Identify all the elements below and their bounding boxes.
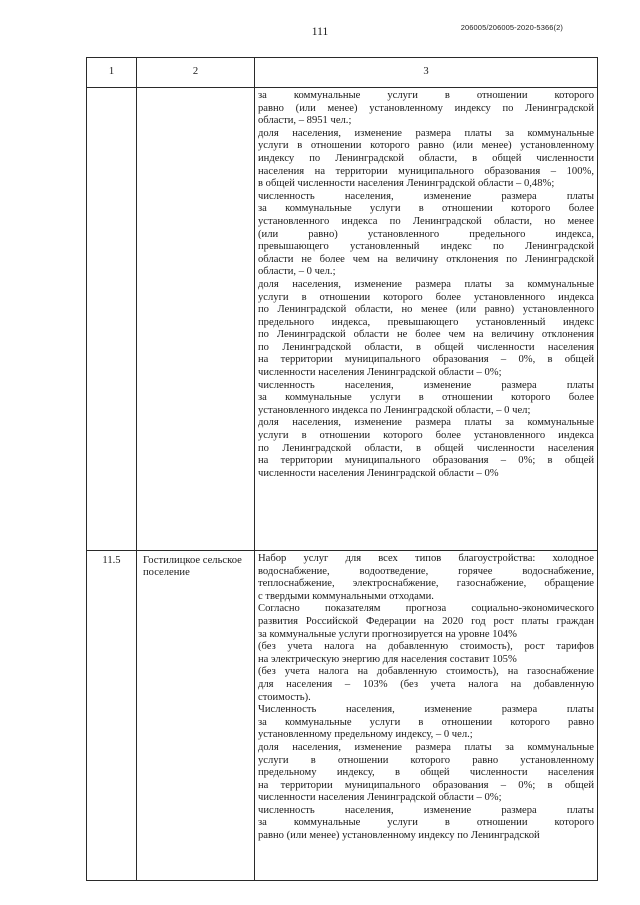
text-line: услуги в отношении которого более установленного индекса	[258, 291, 594, 303]
text-line: за коммунальные услуги в отношении которого более	[258, 392, 594, 404]
text-line: численности населения Ленинградской области – 0%;	[258, 367, 502, 379]
table-row	[87, 88, 598, 551]
text-line: услуги в отношении которого равно (или менее) установленному	[258, 140, 594, 152]
text-line: установленного индекса по Ленинградской области, – 0 чел;	[258, 404, 531, 416]
text-line: предельному индексу, в общей численности населения	[258, 767, 594, 779]
data-table	[86, 57, 598, 881]
text-line: равно (или менее) установленному индексу по Ленинградской	[258, 102, 594, 114]
text-line: (или равно) установленного предельного индекса,	[258, 228, 594, 240]
text-line: (без учета налога на добавленную стоимость), на газоснабжение	[258, 666, 594, 678]
text-line: услуги в отношении которого равно установленному	[258, 754, 594, 766]
column-header-1: 1	[87, 58, 137, 88]
text-line: области, – 0 чел.;	[258, 266, 336, 278]
table-row	[87, 551, 598, 881]
text-line: установленному предельному индексу, – 0 чел.;	[258, 729, 473, 741]
text-line: за коммунальные услуги в отношении которого равно	[258, 716, 594, 728]
text-line: установленного индекса по Ленинградской области, но менее	[258, 215, 594, 227]
text-line: Численность населения, изменение размера платы	[258, 704, 594, 716]
text-line: за коммунальные услуги в отношении которого	[258, 90, 594, 101]
text-line: развития Российской Федерации на 2020 год рост платы граждан	[258, 615, 594, 627]
text-line: численность населения, изменение размера платы	[258, 190, 594, 202]
column-header-2: 2	[137, 58, 255, 88]
settlement-name: Гостилицкое сельское поселение	[137, 551, 255, 881]
text-line: в общей численности населения Ленинградской области – 0,48%;	[258, 178, 555, 190]
text-line: доля населения, изменение размера платы за коммунальные	[258, 278, 594, 290]
table-header-row	[87, 58, 598, 88]
text-line: численность населения, изменение размера платы	[258, 379, 594, 391]
text-line: на электрическую энергию для населения составит 105%	[258, 653, 517, 665]
text-line: равно (или менее) установленному индексу по Ленинградской	[258, 830, 540, 842]
text-line: стоимость).	[258, 691, 311, 703]
text-line: (без учета налога на добавленную стоимость), рост тарифов	[258, 641, 594, 653]
text-line: численность населения, изменение размера платы	[258, 804, 594, 816]
row-number: 11.5	[87, 551, 137, 881]
text-line: Согласно показателям прогноза социально-экономического	[258, 603, 594, 615]
settlement-name	[137, 88, 255, 551]
text-line: услуги в отношении которого более установленного индекса	[258, 430, 594, 442]
text-line: за коммунальные услуги прогнозируется на уровне 104%	[258, 628, 517, 640]
text-line: доля населения, изменение размера платы за коммунальные	[258, 417, 594, 429]
page-number: 111	[311, 26, 329, 38]
text-line: теплоснабжение, электроснабжение, газоснабжение, обращение	[258, 578, 594, 590]
text-line: за коммунальные услуги в отношении которого	[258, 817, 594, 829]
text-line: водоснабжение, водоотведение, горячее водоснабжение,	[258, 565, 594, 577]
row-number	[87, 88, 137, 551]
text-line: численности населения Ленинградской области – 0%	[258, 467, 499, 479]
text-line: области не более чем на величину отклонения по Ленинградской	[258, 253, 594, 265]
text-line: области, – 8951 чел.;	[258, 115, 352, 127]
text-line: превышающего установленный индекс по Ленинградской	[258, 241, 594, 253]
text-line: доля населения, изменение размера платы за коммунальные	[258, 741, 594, 753]
text-line: по Ленинградской области, в общей численности населения	[258, 442, 594, 454]
text-line: по Ленинградской области не более чем на величину отклонения	[258, 329, 594, 341]
text-line: за коммунальные услуги в отношении которого более	[258, 203, 594, 215]
text-line: Набор услуг для всех типов благоустройства: холодное	[258, 553, 594, 564]
text-line: численности населения Ленинградской области – 0%;	[258, 792, 502, 804]
description-text	[258, 553, 594, 843]
text-line: для населения – 103% (без учета налога на добавленную	[258, 678, 594, 690]
row-description	[255, 88, 598, 551]
text-line: по Ленинградской области, но менее (или равно) установленного	[258, 304, 594, 316]
text-line: населения на территории муниципального образования – 100%,	[258, 165, 594, 177]
text-line: на территории муниципального образования – 0%; в общей	[258, 455, 594, 467]
text-line: с твердыми коммунальными отходами.	[258, 590, 434, 602]
text-line: доля населения, изменение размера платы за коммунальные	[258, 127, 594, 139]
text-line: индексу по Ленинградской области, в общей численности	[258, 152, 594, 164]
description-text	[258, 90, 594, 480]
text-line: по Ленинградской области, в общей численности населения	[258, 341, 594, 353]
text-line: предельного индекса, превышающего установленный индекс	[258, 316, 594, 328]
column-header-3: 3	[255, 58, 598, 88]
row-description	[255, 551, 598, 881]
text-line: на территории муниципального образования – 0%; в общей	[258, 779, 594, 791]
document-code: 206005/206005-2020-5366(2)	[460, 23, 563, 32]
text-line: на территории муниципального образования – 0%, в общей	[258, 354, 594, 366]
